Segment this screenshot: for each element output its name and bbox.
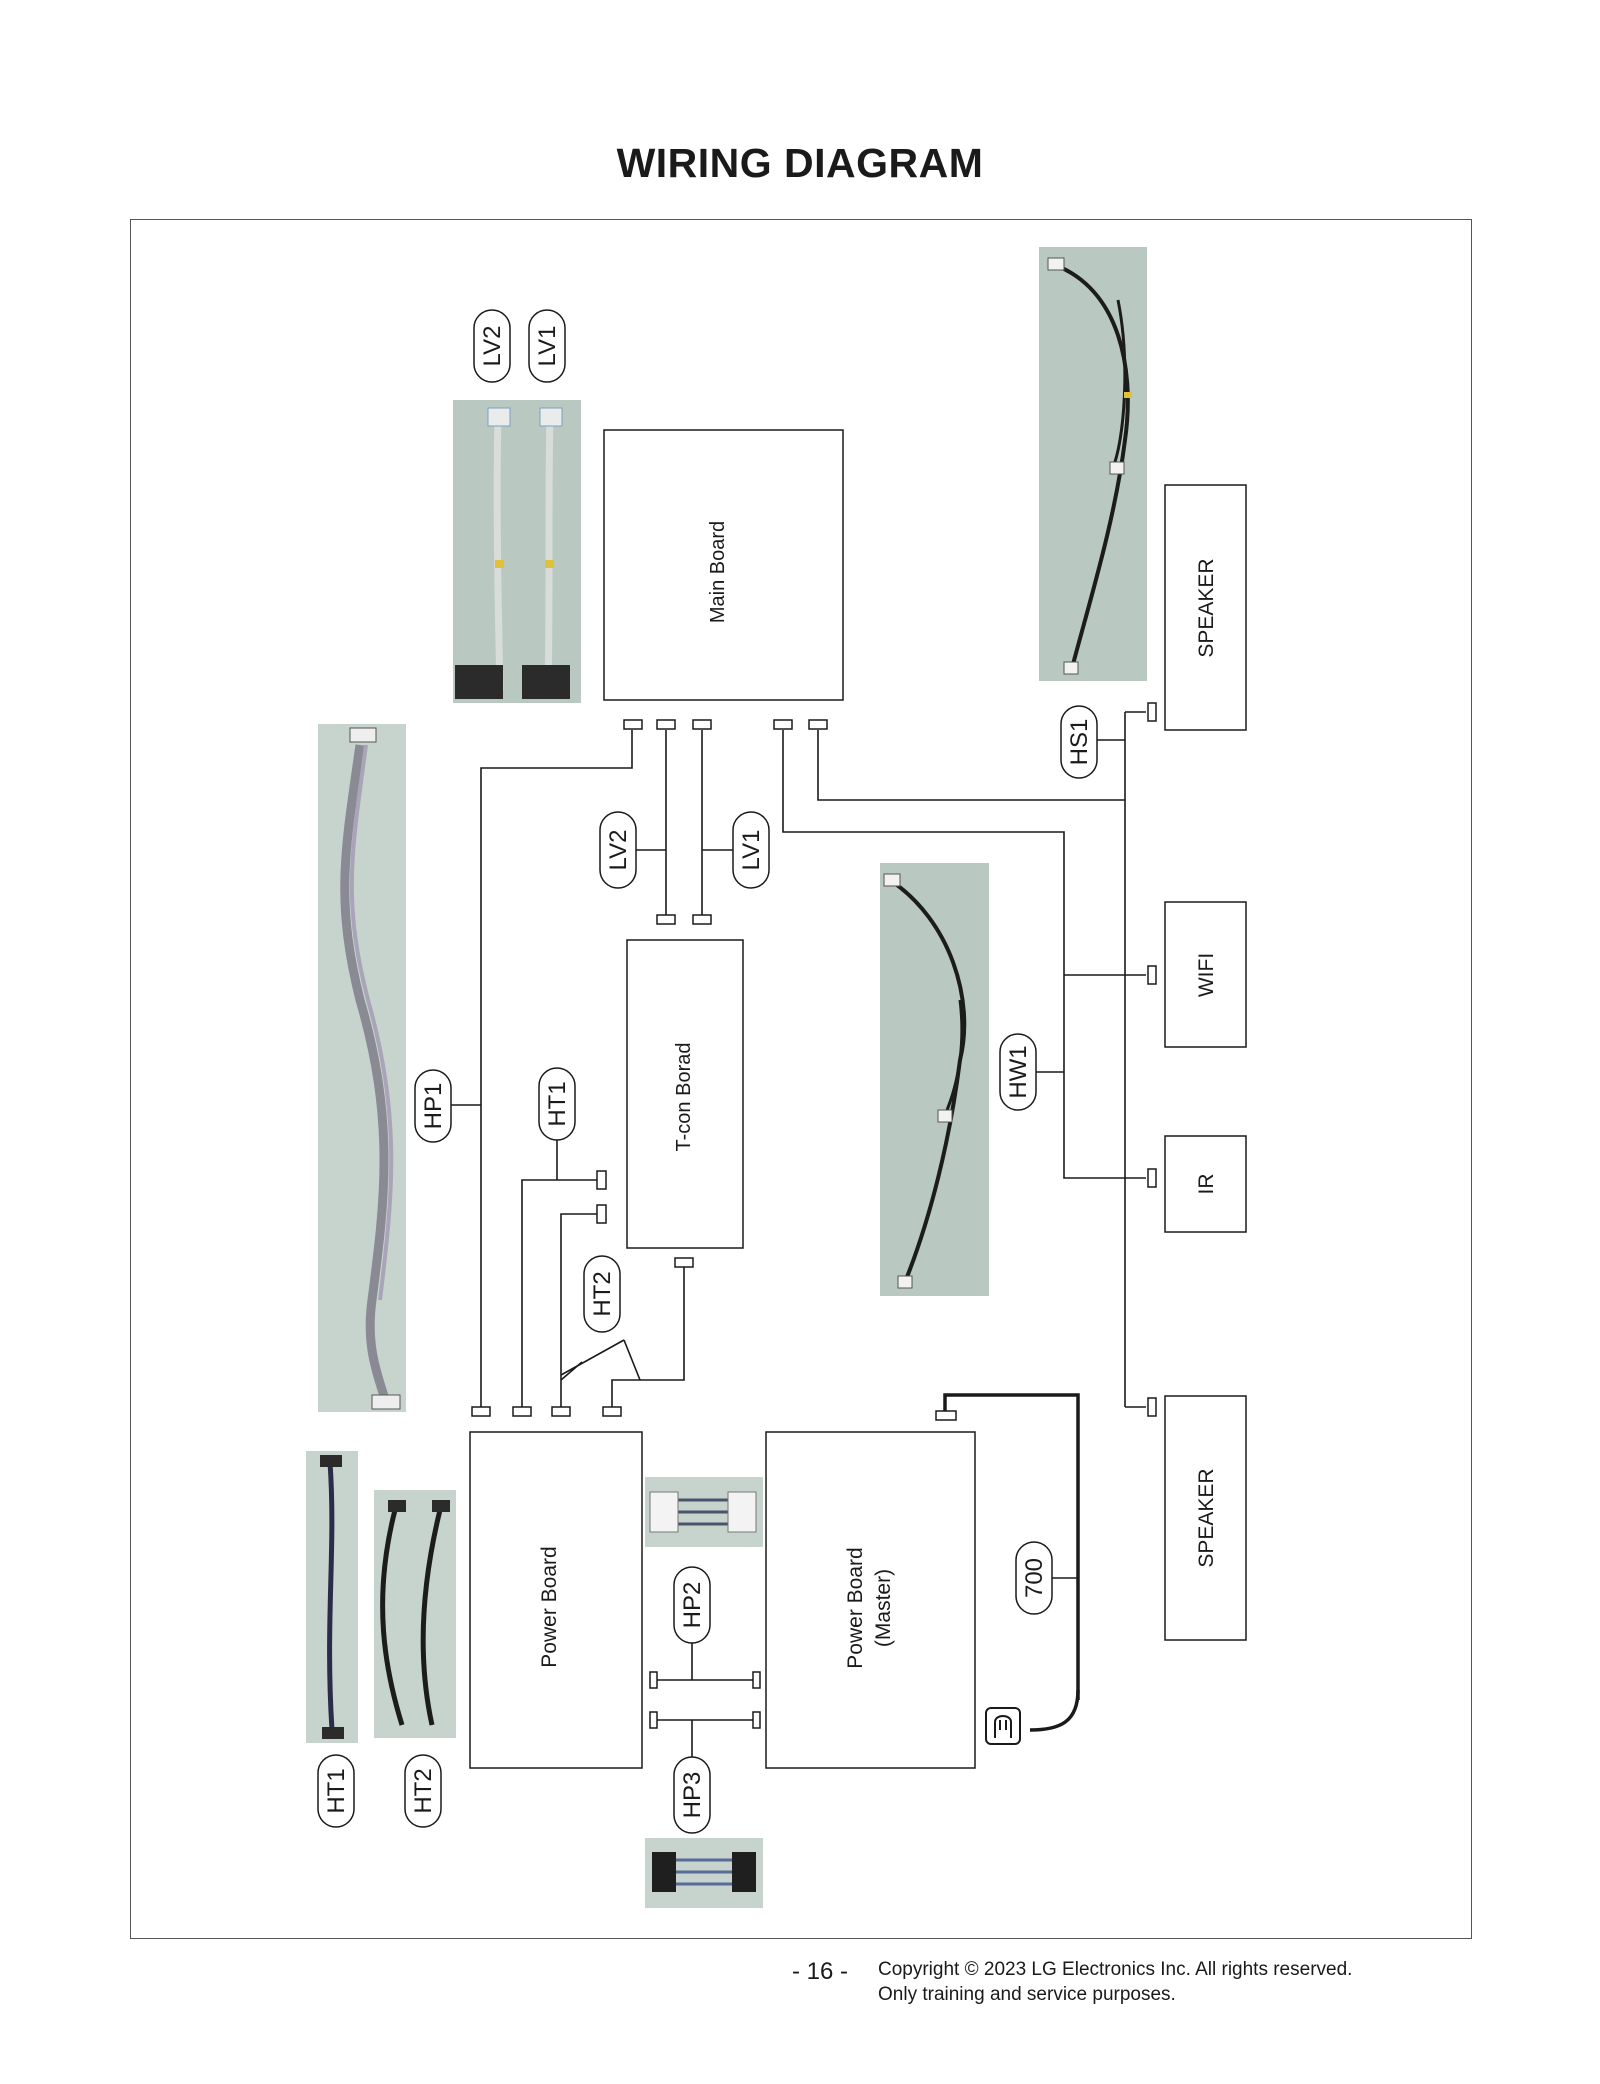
power-board-label: Power Board: [538, 1546, 561, 1668]
photo-wifi-cable: [880, 863, 989, 1296]
cable-label-lv1: [733, 812, 769, 888]
cable-label-ht2: [584, 1256, 620, 1332]
copyright-line-1: Copyright © 2023 LG Electronics Inc. All rights reserved.: [878, 1959, 1353, 1980]
photo-ht1-cable: [306, 1451, 358, 1743]
photo-ht2-cable: [374, 1490, 456, 1738]
copyright-line-2: Only training and service purposes.: [878, 1984, 1176, 2005]
cable-label-ht1-photo: [318, 1755, 354, 1827]
power-board-master-box: [766, 1432, 975, 1768]
cable-label-700: [1016, 1542, 1052, 1614]
speaker-bottom-label: SPEAKER: [1195, 1468, 1218, 1568]
cable-label-lv2-photo: [474, 310, 510, 382]
svg-text:LV1: LV1: [534, 325, 561, 367]
cable-label-ht1: [539, 1068, 575, 1140]
svg-text:700: 700: [1021, 1557, 1048, 1599]
cable-label-hp1: [415, 1070, 451, 1142]
svg-text:LV1: LV1: [738, 829, 765, 871]
cable-label-hp2: [674, 1567, 710, 1643]
svg-text:HT1: HT1: [544, 1081, 571, 1127]
svg-text:HT1: HT1: [323, 1768, 350, 1814]
svg-text:HP2: HP2: [679, 1581, 706, 1629]
cable-label-ht2-photo: [405, 1755, 441, 1827]
tcon-board-label: T-con Borad: [673, 1042, 695, 1152]
cable-label-hw1: [1000, 1034, 1036, 1110]
power-board-master-label-1: Power Board: [844, 1547, 867, 1669]
svg-text:HT2: HT2: [589, 1271, 616, 1317]
svg-text:HP1: HP1: [420, 1082, 447, 1130]
svg-text:HW1: HW1: [1005, 1045, 1032, 1099]
speaker-top-label: SPEAKER: [1195, 558, 1218, 658]
photo-lvds-cables: [453, 400, 581, 703]
cable-label-lv1-photo: [529, 310, 565, 382]
page-title: WIRING DIAGRAM: [616, 140, 984, 186]
photo-hp2-cable: [645, 1477, 763, 1547]
svg-text:HP3: HP3: [679, 1771, 706, 1819]
copyright-notice: [878, 1957, 1352, 2007]
photo-hp3-cable: [645, 1838, 763, 1908]
photo-speaker-cable: [1039, 247, 1147, 681]
svg-text:HT2: HT2: [410, 1768, 437, 1814]
svg-text:LV2: LV2: [605, 829, 632, 871]
cable-label-hs1: [1061, 706, 1097, 778]
page-number: - 16 -: [791, 1958, 848, 1985]
ac-plug-icon: [986, 1708, 1020, 1744]
ir-label: IR: [1195, 1173, 1218, 1195]
cable-label-lv2: [600, 812, 636, 888]
cable-label-hp3: [674, 1757, 710, 1833]
svg-text:HS1: HS1: [1066, 718, 1093, 766]
power-board-master-label-2: (Master): [872, 1568, 895, 1648]
photo-power-cable-hp1: [318, 724, 406, 1412]
main-board-label: Main Board: [707, 520, 729, 624]
wifi-label: WIFI: [1195, 952, 1218, 998]
svg-text:LV2: LV2: [479, 325, 506, 367]
